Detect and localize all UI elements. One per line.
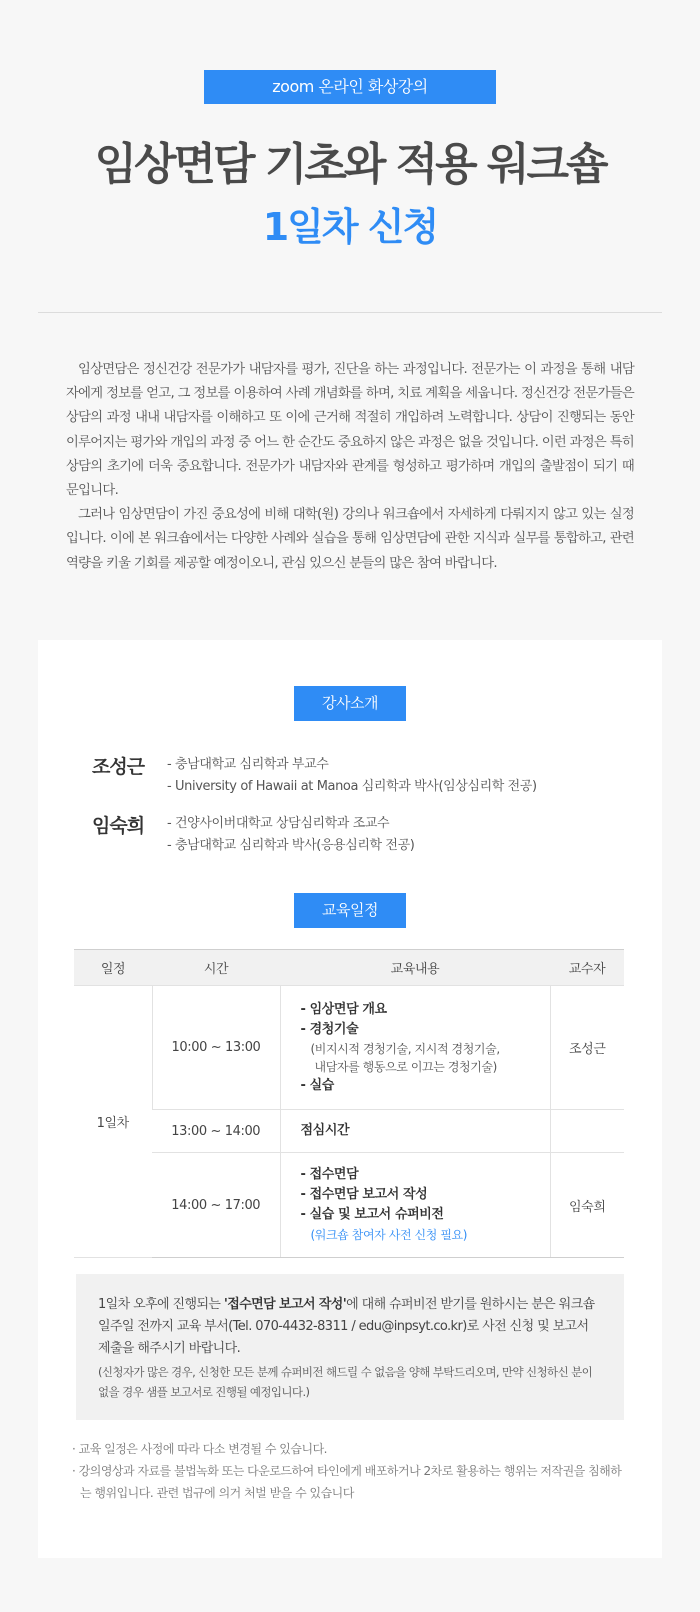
intro-text: [66, 358, 634, 576]
table-row: [74, 986, 624, 1110]
content-item: - 접수면담 보고서 작성: [300, 1187, 428, 1202]
intro-paragraph: 임상면담은 정신건강 전문가가 내담자를 평가, 진단을 하는 과정입니다. 전문가는 이 과정을 통해 내담자에게 정보를 얻고, 그 정보를 이용하여 사례 개념화를 하며, 치료 계획을 세웁니다. 정신건강 전문가들은 상담의 과정 내내 내담자를 이해하고 또 이에 근거해 적절히 개입하려 노력합니다. 상담이 진행되는 동안 이루어지는 평가와 개입의 과정 중 어느 한 순간도 중요하지 않은 과정은 없을 것입니다. 이런 과정은 특히 상담의 초기에 더욱 중요합니다. 전문가가 내담자와 관계를 형성하고 평가하며 개입의 출발점이 되기 때문입니다.: [66, 362, 634, 499]
content-item: - 실습 및 보고서 슈퍼비전: [300, 1207, 444, 1222]
table-row: [74, 1153, 624, 1258]
page-title: 임상면담 기초와 적용 워크숍: [94, 139, 606, 190]
table-row: [74, 1110, 624, 1153]
bio-line: - 건양사이버대학교 상담심리학과 조교수: [167, 816, 390, 831]
supervision-notice: [76, 1274, 624, 1420]
content-cell: [280, 986, 550, 1110]
content-item: - 경청기술: [300, 1021, 359, 1037]
instructor-name: 조성근: [92, 756, 145, 778]
teacher-cell: 조성근: [550, 986, 624, 1110]
divider: [38, 312, 662, 313]
teacher-cell: 임숙희: [550, 1153, 624, 1258]
notice-text: 에 대해 슈퍼비전 받기를 원하시는 분은 워크숍 일주일 전까지 교육 부서(Tel. 070-4432-8311 / edu@inpsyt.co.kr)로 사전 신청 및 보고서 제출을 해주시기 바랍니다.: [98, 1297, 595, 1356]
content-detail: (비지시적 경청기술, 지시적 경청기술,: [310, 1041, 500, 1056]
content-cell: [280, 1153, 550, 1258]
notice-highlight: '접수면담 보고서 작성': [223, 1297, 347, 1312]
content-note: (워크숍 참여자 사전 신청 필요): [310, 1228, 468, 1242]
table-header-row: [74, 950, 624, 986]
teacher-cell: [550, 1110, 624, 1153]
content-cell: [280, 1110, 550, 1153]
column-header: 교수자: [550, 950, 624, 986]
content-detail: 내담자를 행동으로 이끄는 경청기술): [314, 1059, 497, 1074]
page-subtitle: 1일차 신청: [262, 205, 438, 249]
content-item: - 임상면담 개요: [300, 1001, 387, 1017]
footnotes: [72, 1438, 632, 1504]
schedule-table: [74, 949, 624, 1258]
time-cell: 10:00 ~ 13:00: [152, 986, 280, 1110]
instructor-bio: [167, 754, 537, 798]
instructor-name: 임숙희: [92, 815, 145, 837]
schedule-heading: 교육일정: [294, 893, 406, 928]
day-cell: 1일차: [74, 986, 152, 1258]
notice-sub-text: (신청자가 많은 경우, 신청한 모든 분께 슈퍼비전 해드릴 수 없음을 양해 부탁드리오며, 만약 신청하신 분이 없을 경우 샘플 보고서로 진행될 예정입니다.): [98, 1365, 593, 1399]
content-item: 점심시간: [300, 1123, 350, 1138]
intro-paragraph: 그러나 임상면담이 가진 중요성에 비해 대학(원) 강의나 워크숍에서 자세하게 다뤄지지 않고 있는 실정입니다. 이에 본 워크숍에서는 다양한 사례와 실습을 통해 임상면담에 관한 지식과 실무를 통합하고, 관련 역량을 키울 기회를 제공할 예정이오니, 관심 있으신 분들의 많은 참여 바랍니다.: [66, 507, 634, 571]
bio-line: - University of Hawaii at Manoa 심리학과 박사(임상심리학 전공): [167, 779, 537, 794]
bio-line: - 충남대학교 심리학과 부교수: [167, 757, 329, 772]
content-item: - 실습: [300, 1077, 334, 1093]
column-header: 일정: [74, 950, 152, 986]
footnote-item: · 강의영상과 자료를 불법녹화 또는 다운로드하여 타인에게 배포하거나 2차로 활용하는 행위는 저작권을 침해하는 행위입니다. 관련 법규에 의거 처벌 받을 수 있습니다: [72, 1464, 622, 1500]
time-cell: 14:00 ~ 17:00: [152, 1153, 280, 1258]
online-lecture-badge: zoom 온라인 화상강의: [204, 70, 496, 104]
content-item: - 접수면담: [300, 1167, 359, 1182]
footnote-item: · 교육 일정은 사정에 따라 다소 변경될 수 있습니다.: [72, 1442, 327, 1456]
notice-main-text: [98, 1294, 602, 1360]
column-header: 교육내용: [280, 950, 550, 986]
bio-line: - 충남대학교 심리학과 박사(응용심리학 전공): [167, 838, 415, 853]
instructor-bio: [167, 813, 414, 857]
notice-text: 1일차 오후에 진행되는: [98, 1297, 224, 1312]
column-header: 시간: [152, 950, 280, 986]
instructors-heading: 강사소개: [294, 686, 406, 721]
time-cell: 13:00 ~ 14:00: [152, 1110, 280, 1153]
